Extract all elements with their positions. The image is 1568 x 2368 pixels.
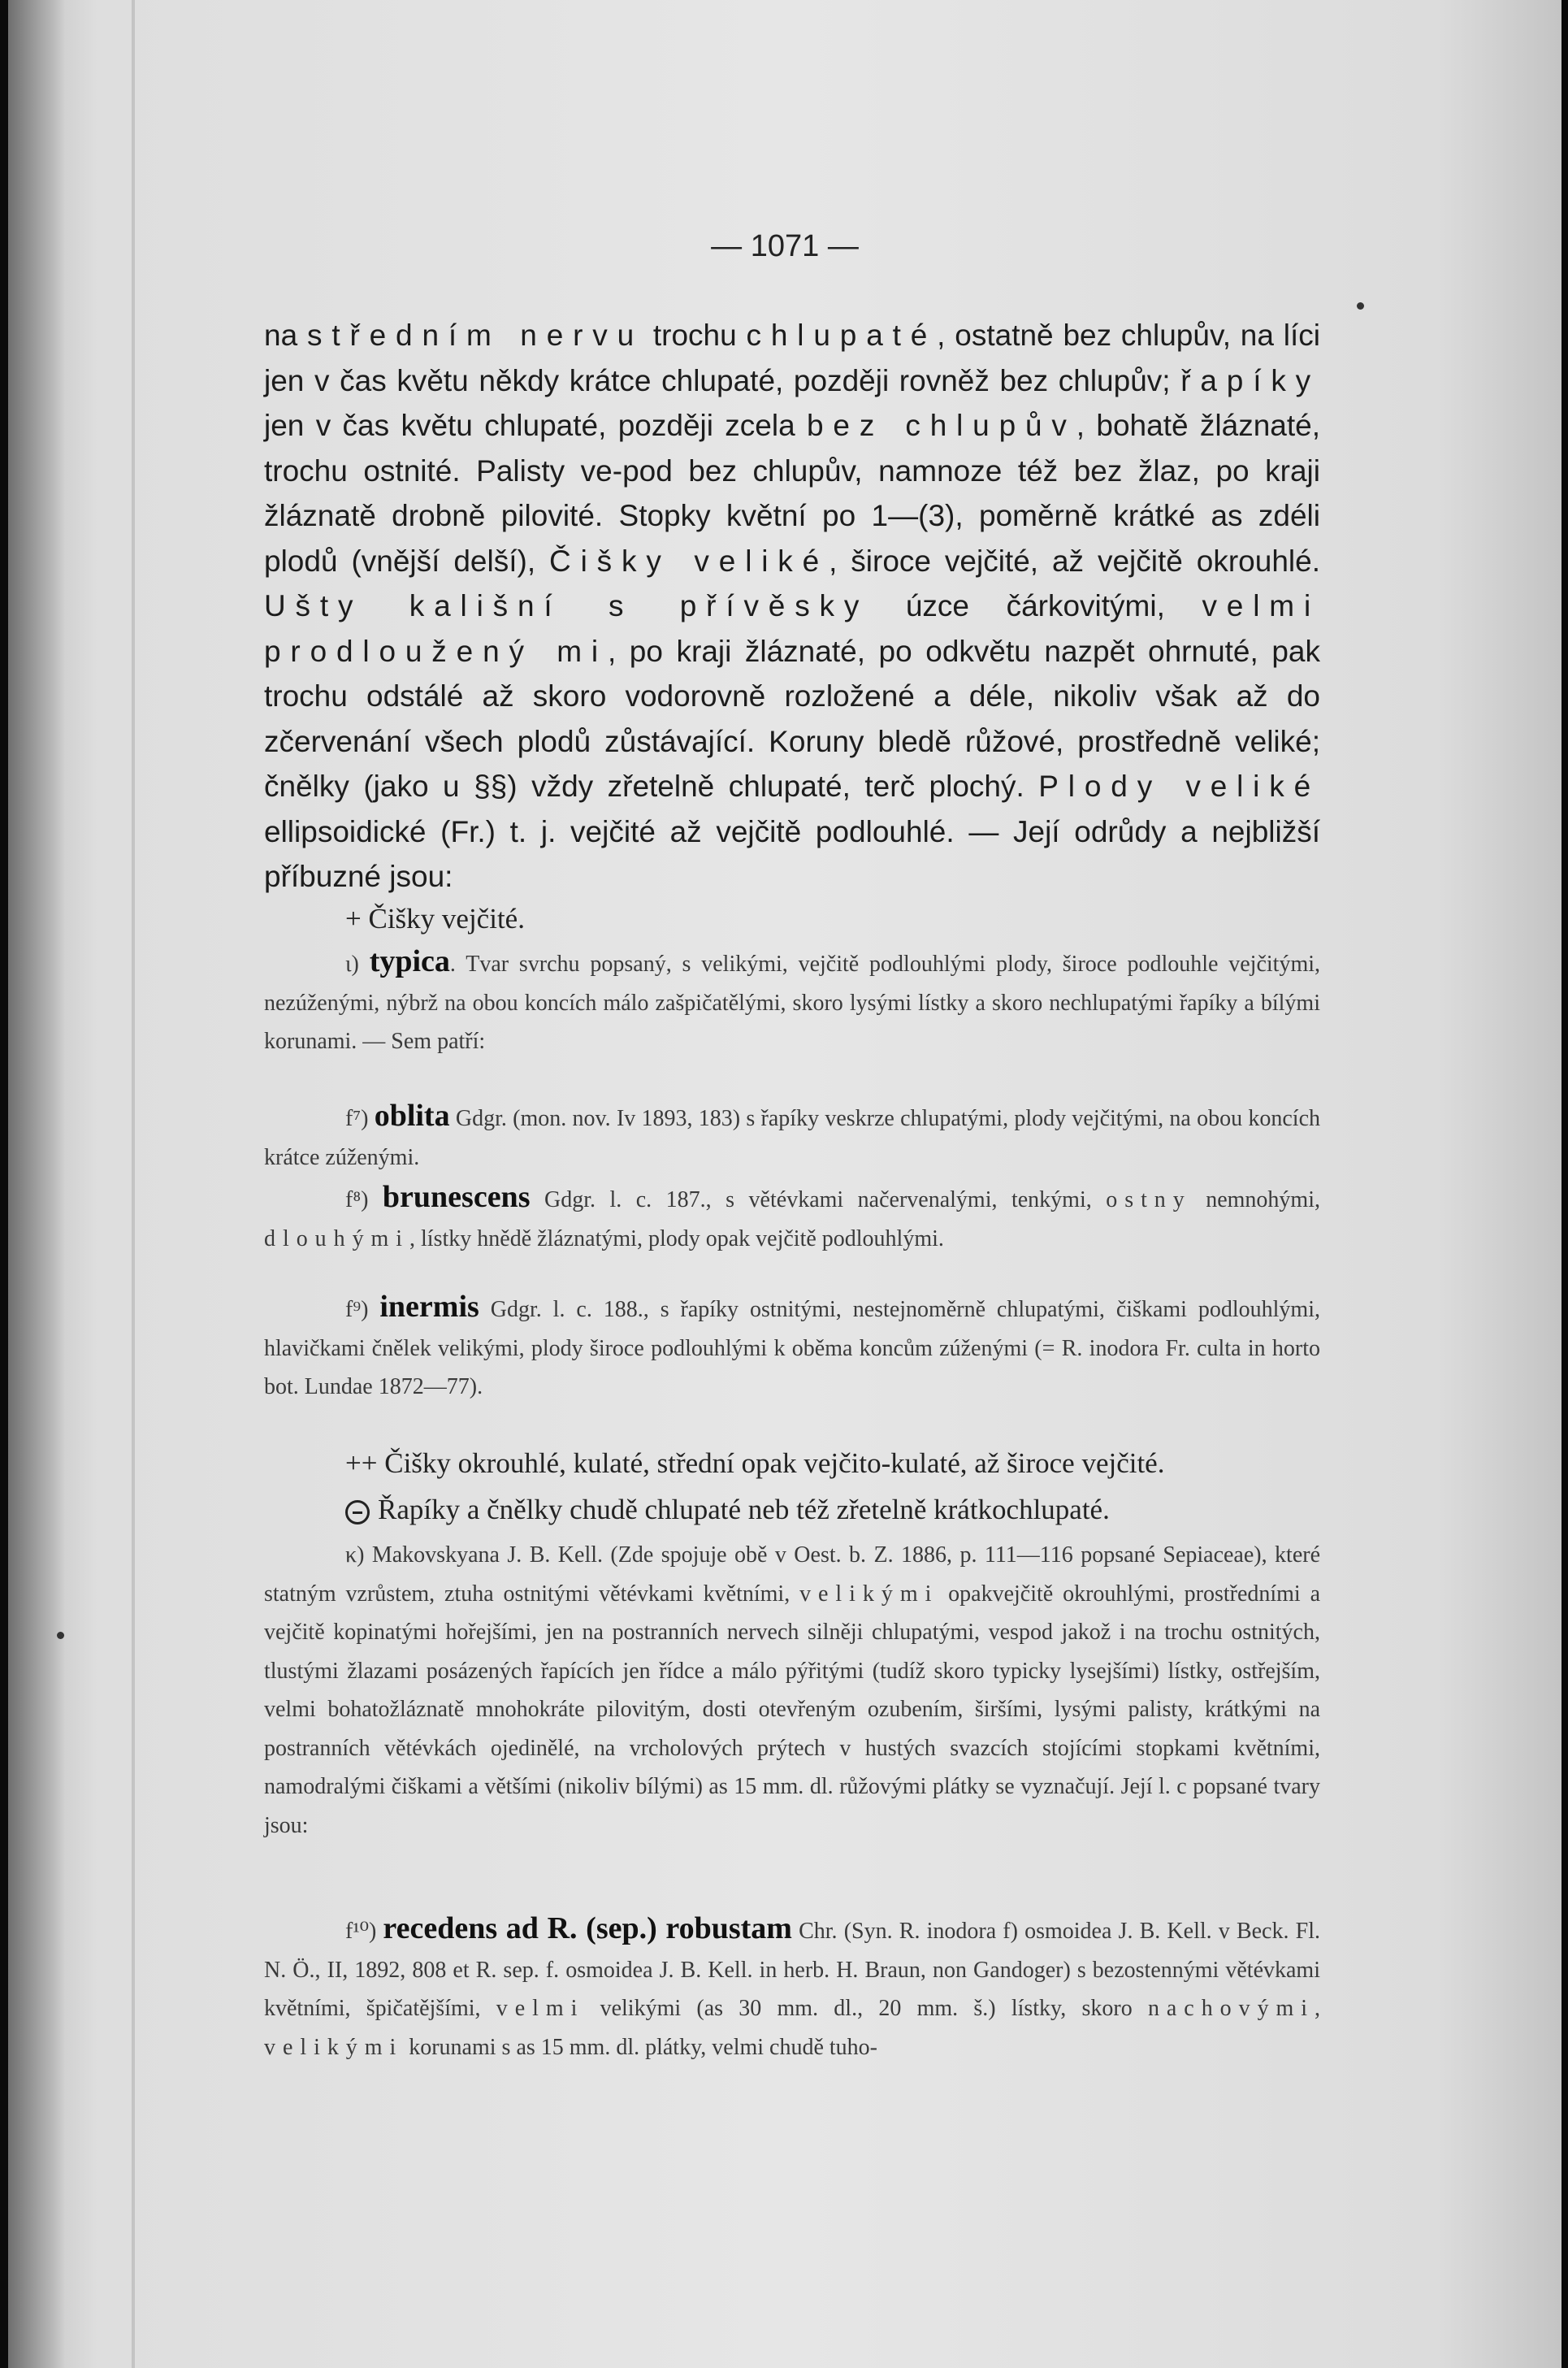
spaced-term: nachovými [1147, 1996, 1315, 2021]
group-heading-ovate: + Čišky vejčité. [345, 903, 525, 935]
subgroup-text: Řapíky a čnělky chudě chlupaté neb též zřetelně krátkochlupaté. [378, 1494, 1110, 1525]
group-heading-round: ++ Čišky okrouhlé, kulaté, střední opak vejčito-kulaté, až široce vejčité. [345, 1447, 1165, 1479]
text-run: trochu [643, 319, 747, 352]
text-run: , ostatně bez chlupův, na líci jen v čas květu někdy krátce chlupaté, později rovněž bez chlupův; [264, 319, 1320, 397]
variety-label: ι) [345, 952, 370, 977]
text-run: velikými (as 30 mm. dl., 20 mm. š.) lístky, skoro [584, 1996, 1148, 2021]
form-recedens [264, 1910, 1320, 2067]
spaced-term: bez chlupův [807, 409, 1076, 442]
variety-makovskyana [264, 1536, 1320, 1845]
text-run: . Tvar svrchu popsaný, s velikými, vejčitě podlouhlými plody, široce podlouhle vejčitými, nezúženými, nýbrž na obou koncích málo zašpičatělými, skoro lysými lístky a skoro nechlupatými řapíky a bílými korunami. — Sem patří: [264, 952, 1321, 1054]
spaced-term: velmi prodloužený mi [264, 589, 1321, 668]
text-run: nemnohými, [1191, 1187, 1320, 1212]
main-paragraph [264, 313, 1320, 900]
text-run: jen v čas květu chlupaté, později zcela [264, 409, 808, 442]
spaced-term: ostny [1106, 1187, 1192, 1212]
form-inermis [264, 1288, 1320, 1407]
circle-minus-icon [345, 1500, 370, 1524]
scan-speck [57, 1632, 64, 1639]
variety-typica [264, 943, 1320, 1061]
form-label: f⁸) [345, 1187, 383, 1212]
text-run: Gdgr. l. c. 187., s větévkami načervenalými, tenkými, [530, 1187, 1107, 1212]
spaced-term: chlupaté [746, 319, 938, 352]
form-oblita [264, 1097, 1320, 1177]
form-label: f⁷) [345, 1106, 375, 1131]
scanned-page [8, 0, 1562, 2368]
page-number: — 1071 — [711, 229, 859, 263]
text-run: , široce vejčité, až vejčitě okrouhlé. [829, 544, 1320, 578]
text-run: κ) Makovskyana J. B. Kell. (Zde spojuje obě v Oest. b. Z. 1886, p. 111—116 popsané Sepiaceae), které statným vzrůstem, ztuha ostnitými větévkami květními, [264, 1542, 1320, 1607]
spaced-term: Plody veliké [1038, 770, 1320, 803]
spaced-term: středním nervu [306, 319, 644, 352]
text-run: , lístky hnědě žláznatými, plody opak vejčitě podlouhlými. [409, 1225, 944, 1251]
form-name: oblita [374, 1099, 450, 1133]
text-run: Gdgr. l. c. 188., s řapíky ostnitými, nestejnoměrně chlupatými, čiškami podlouhlými, hlavičkami čnělek velikými, plody široce podlouhlými k oběma koncům zúženými (= R. inodora Fr. culta in horto bot. Lundae 1872—77). [264, 1297, 1320, 1399]
text-run: úzce čárkovitými, [868, 589, 1202, 622]
form-name: brunescens [382, 1180, 531, 1214]
text-run: , [1315, 1996, 1321, 2021]
variety-name: typica [369, 944, 450, 978]
text-run: , po kraji žláznaté, po odkvětu nazpět ohrnuté, pak trochu odstálé až skoro vodorovně rozložené a déle, nikoliv však až do zčervenání všech plodů zůstávající. Koruny bledě růžové, prostředně veliké; čnělky (jako u §§) vždy zřetelně chlupaté, terč plochý. [264, 634, 1320, 803]
text-run: Gdgr. (mon. nov. Iv 1893, 183) s řapíky veskrze chlupatými, plody vejčitými, na obou koncích krátce zúženými. [264, 1106, 1320, 1170]
form-label: f⁹) [345, 1297, 380, 1322]
spaced-term: dlouhými [264, 1225, 410, 1251]
text-run: opakvejčitě okrouhlými, prostředními a vejčitě kopinatými hořejšími, jen na postranních nervech silněji chlupatými, vespod jakož i na trochu ostnitých, tlustými žlazami posázených řapících jen řídce a málo pýřitými (tudíž skoro typicky lysejšími) lístky, ostřejším, velmi bohatožláznatě mnohokráte pilovitým, dosti otevřeným ozubením, širšími, lysými palisty, krátkými na postranních větévkách ojedinělé, na vrcholových prýtech v hustých svazcích stojícími stopkami květními, namodralými čiškami a většími (nikoliv bílými) as 15 mm. dl. růžovými plátky se vyznačují. Její l. c popsané tvary jsou: [264, 1581, 1320, 1838]
form-name: inermis [379, 1290, 479, 1324]
form-label: f¹⁰) [345, 1919, 383, 1944]
spaced-term: velikými [264, 2034, 404, 2060]
spaced-term: řapíky [1180, 363, 1320, 397]
text-run: ellipsoidické (Fr.) t. j. vejčité až vejčitě podlouhlé. — Její odrůdy a nejbližší příbuzné jsou: [264, 814, 1320, 893]
text-run: Chr. (Syn. R. inodora f) osmoidea J. B. Kell. v Beck. Fl. N. Ö., II, 1892, 808 et R. sep. f. osmoidea J. B. Kell. in herb. H. Braun, non Gandoger) s bezostennými větévkami květními, špičatějšími, [264, 1919, 1320, 2021]
text-run: na [264, 319, 307, 352]
spaced-term: Ušty kališní s přívěsky [264, 589, 869, 622]
page-fold-line [132, 0, 135, 2368]
spaced-term: velikými [799, 1581, 939, 1607]
subgroup-heading [264, 1489, 1320, 1531]
text-run: , bohatě žláznaté, trochu ostnité. Palisty ve-pod bez chlupův, namnoze též bez žlaz, po kraji žláznatě drobně pilovité. Stopky květní po 1—(3), poměrně krátké as zdéli plodů (vnější delší), [264, 409, 1320, 578]
spaced-term: velmi [496, 1996, 585, 2021]
form-brunescens [264, 1178, 1320, 1258]
spaced-term: Čišky veliké [549, 544, 829, 578]
form-name: recedens ad R. (sep.) robustam [383, 1911, 792, 1945]
text-run: korunami s as 15 mm. dl. plátky, velmi chudě tuho- [403, 2034, 877, 2060]
scan-speck [1357, 302, 1364, 310]
binding-shadow [8, 0, 65, 2368]
